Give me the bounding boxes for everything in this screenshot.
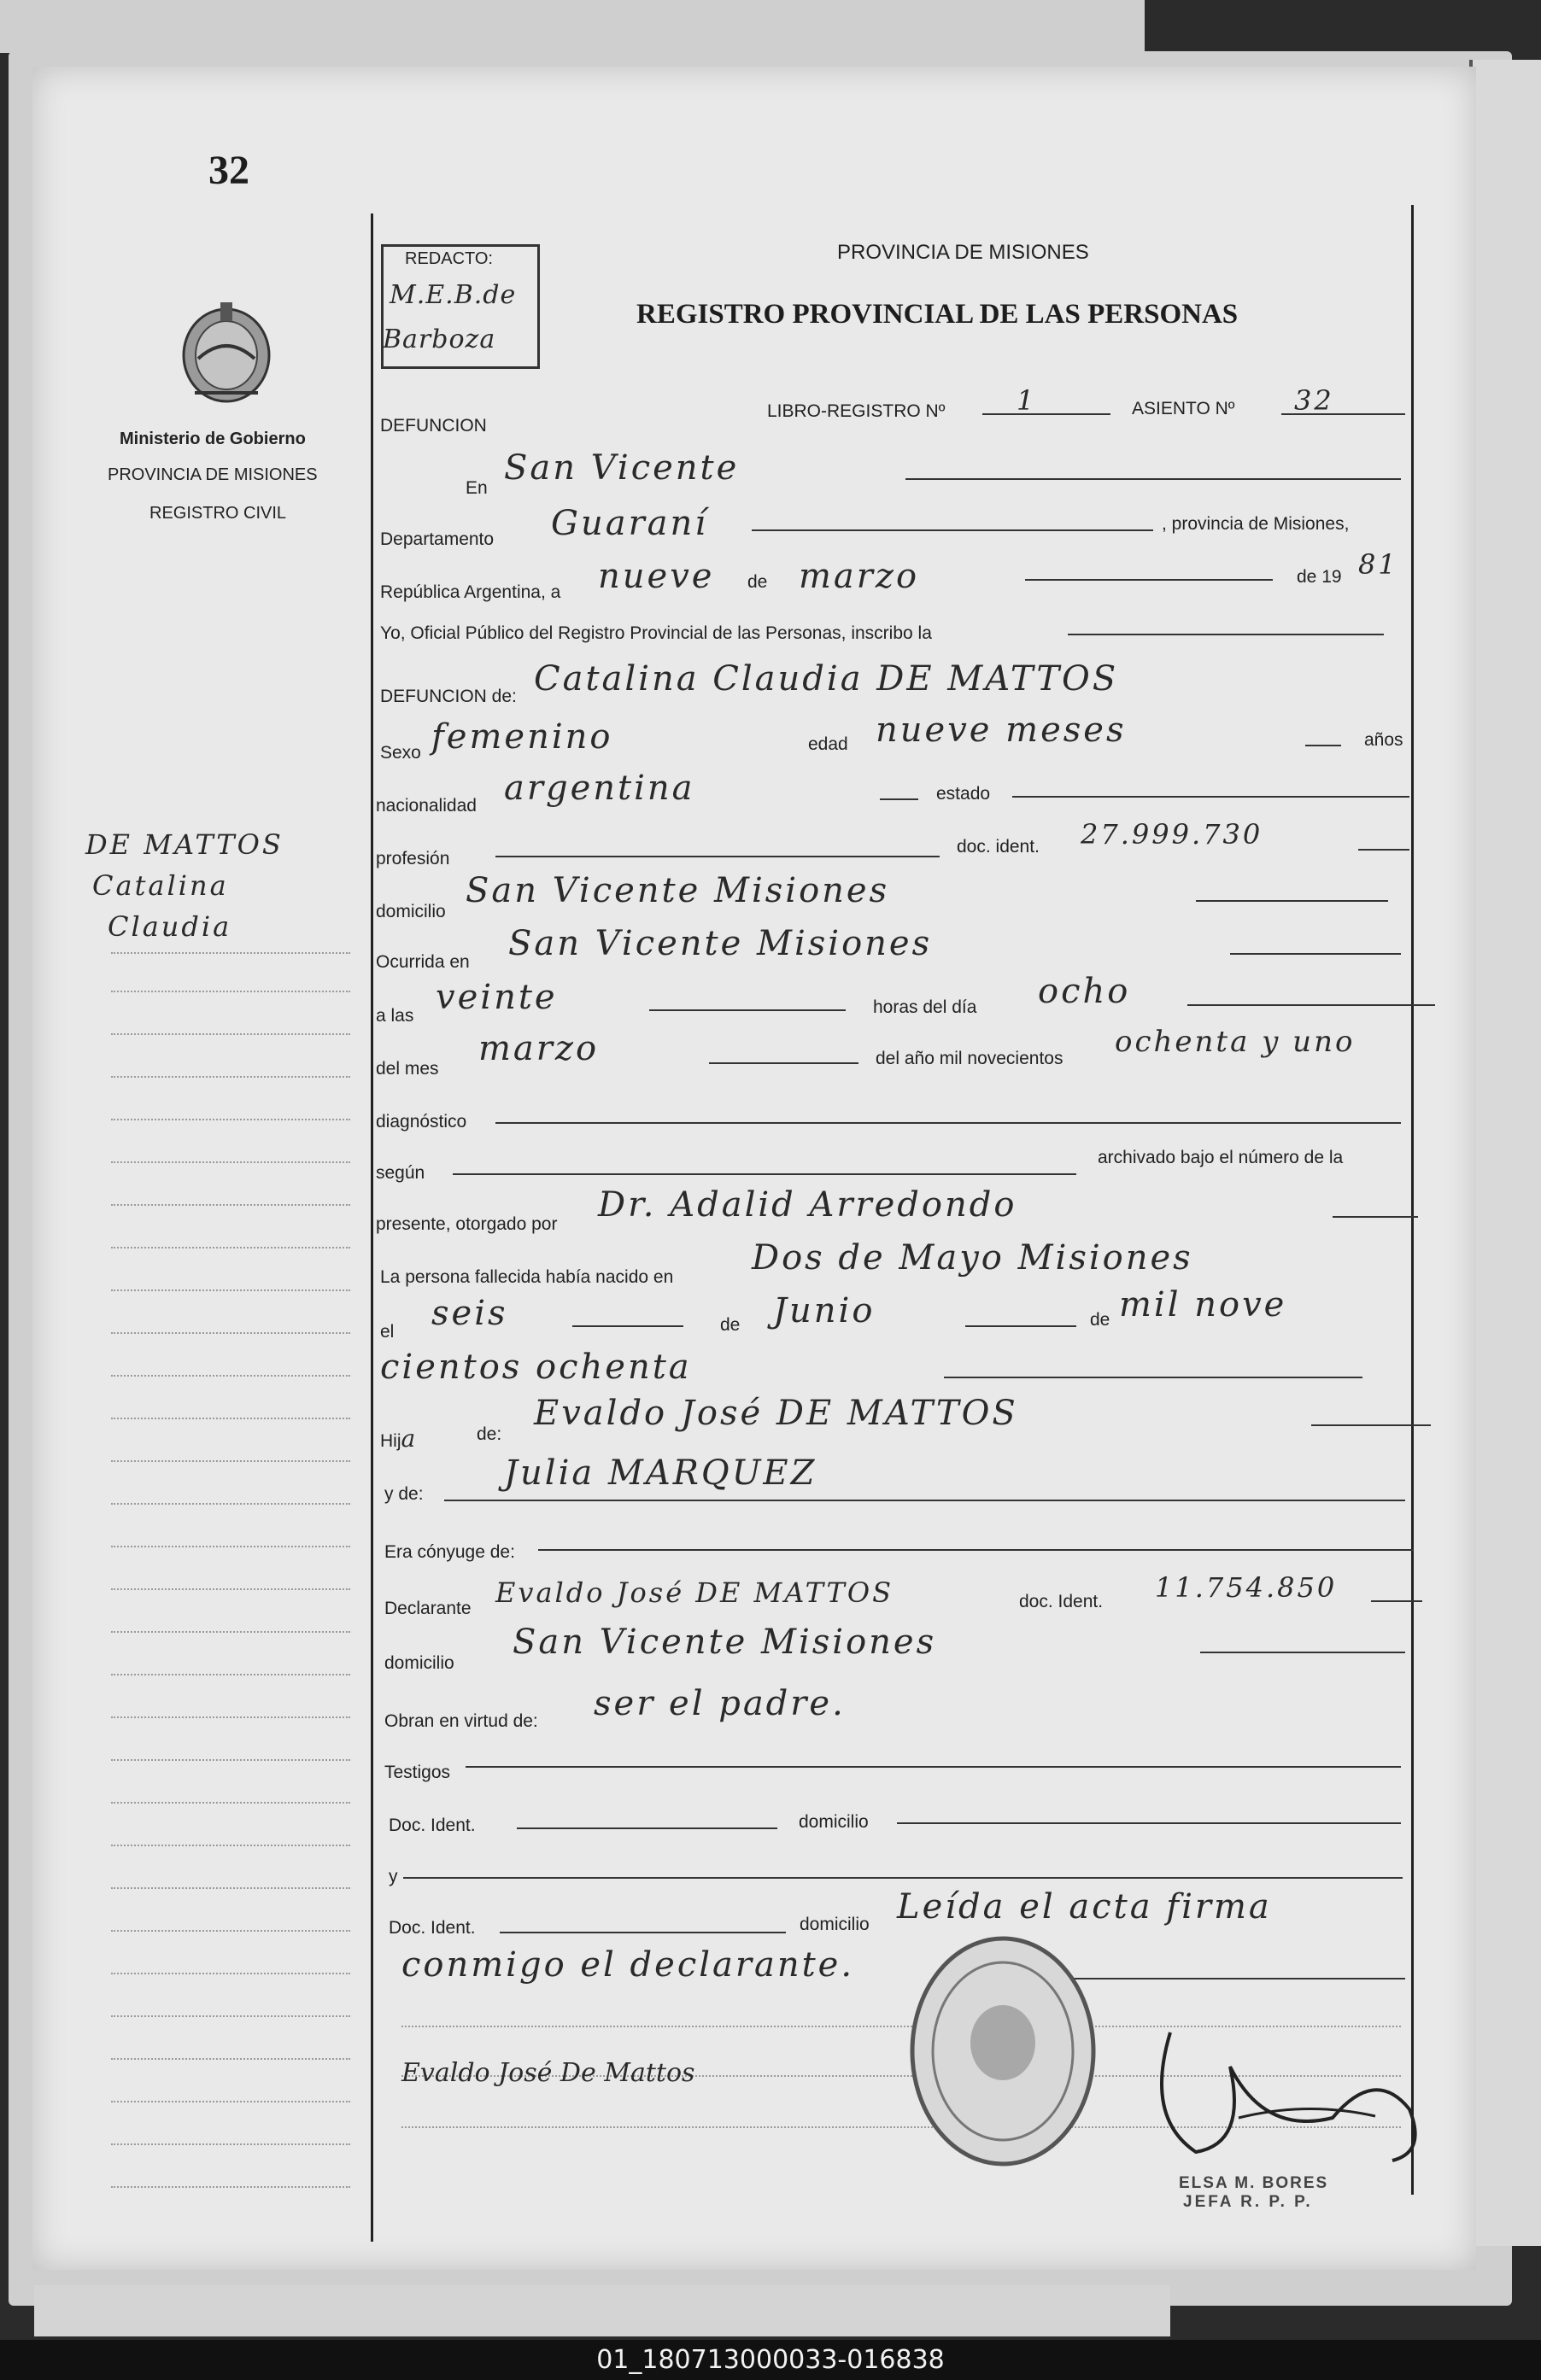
anios-label: años [1364,730,1403,750]
de-label: de [747,572,768,592]
domicilio1-underline [897,1822,1401,1824]
provincia-suffix: , provincia de Misiones, [1162,514,1350,534]
domicilio2-label: domicilio [800,1915,870,1934]
el-label: el [380,1322,395,1342]
del-anio-value: ochenta y uno [1115,1025,1356,1059]
image-caption: 01_180713000033-016838 [596,2345,945,2375]
oficial-underline [1068,634,1384,635]
padre-value: Evaldo José DE MATTOS [534,1394,1018,1433]
margin-rule [111,991,350,992]
margin-given-name: Catalina [92,869,229,902]
padre-underline [1311,1424,1431,1426]
departamento-underline [752,529,1153,531]
libro-underline [982,413,1110,415]
edad-underline [1305,745,1341,746]
nac-dia-underline [572,1325,683,1327]
domicilio1-label: domicilio [799,1812,869,1832]
nac-de-label: de [720,1315,741,1335]
closing-line-2: conmigo el declarante. [401,1945,855,1985]
doc-ident-underline [1358,849,1409,851]
a-las-label: a las [376,1006,414,1026]
estado-underline [1012,796,1409,798]
dia-value: nueve [598,557,715,596]
oficial-text: Yo, Oficial Público del Registro Provincial de las Personas, inscribo la [380,623,932,643]
margin-rule [111,1973,350,1974]
declarante-label: Declarante [384,1599,472,1618]
margin-rule [111,1802,350,1804]
officer-name: ELSA M. BORES [1179,2174,1329,2192]
y-label: y [389,1867,398,1886]
margin-rule [111,1503,350,1505]
en-value: San Vicente [504,448,740,488]
del-mes-label: del mes [376,1059,439,1079]
madre-underline [444,1500,1405,1501]
presente-label: presente, otorgado por [376,1214,558,1234]
libro-value: 1 [1017,384,1037,417]
margin-rule [111,1930,350,1932]
del-mes-underline [709,1062,858,1064]
margin-rule [111,1460,350,1462]
asiento-label: ASIENTO Nº [1132,399,1235,418]
declarant-signature: Evaldo José De Mattos [401,2058,695,2088]
diagnostico-underline [495,1122,1401,1124]
decl-doc-label: doc. Ident. [1019,1592,1104,1611]
nacionalidad-value: argentina [504,769,695,808]
hij-prefix: Hij [380,1431,401,1451]
record-type-label: DEFUNCION [380,416,487,436]
redacto-name: Barboza [383,325,496,354]
nac-anio-underline [944,1377,1362,1378]
nac-dia-value: seis [431,1294,508,1333]
nacionalidad-label: nacionalidad [376,796,477,816]
redacto-initials: M.E.B.de [390,280,517,310]
y-underline [403,1877,1403,1879]
margin-rule [111,1076,350,1078]
margin-rule [111,1631,350,1633]
segun-underline [453,1173,1076,1175]
del-anio-label: del año mil novecientos [876,1049,1063,1068]
margin-rule [111,1119,350,1120]
decl-domicilio-value: San Vicente Misiones [513,1623,937,1662]
conyuge-label: Era cónyuge de: [384,1542,515,1562]
mes-value: marzo [799,557,920,596]
y-de-label: y de: [384,1484,424,1504]
doc-ident-label: doc. ident. [957,837,1040,857]
margin-rule [111,1716,350,1718]
edad-label: edad [808,734,848,754]
sidebar-province-label: PROVINCIA DE MISIONES [108,465,318,484]
obran-label: Obran en virtud de: [384,1711,538,1731]
header-title: REGISTRO PROVINCIAL DE LAS PERSONAS [636,299,1239,330]
libro-label: LIBRO-REGISTRO Nº [767,401,946,421]
margin-rule [111,1674,350,1675]
profesion-underline [495,856,940,857]
margin-middle-name: Claudia [108,910,232,943]
departamento-value: Guaraní [551,504,709,543]
margin-rule [111,1418,350,1419]
ministry-label: Ministerio de Gobierno [120,430,306,448]
testigos-underline [466,1766,1401,1768]
a-las-underline [649,1009,846,1011]
sexo-label: Sexo [380,743,421,763]
decl-domicilio-underline [1200,1652,1405,1653]
decl-doc-underline [1371,1600,1422,1602]
diagnostico-label: diagnóstico [376,1112,467,1132]
book-right-edge [1469,60,1541,2246]
edad-value: nueve meses [876,710,1127,750]
margin-rule [111,952,350,954]
defuncion-label: DEFUNCION de: [380,687,517,706]
doc-ident-value: 27.999.730 [1081,818,1263,851]
domicilio-underline [1196,900,1388,902]
margin-rule [111,1375,350,1377]
departamento-label: Departamento [380,529,495,549]
conyuge-underline [538,1549,1414,1551]
asiento-underline [1281,413,1405,415]
domicilio-label: domicilio [376,902,446,921]
doc-ident2-label: Doc. Ident. [389,1918,476,1938]
presente-underline [1333,1216,1418,1218]
segun-label: según [376,1163,425,1183]
margin-rule [111,1033,350,1035]
header-province: PROVINCIA DE MISIONES [837,241,1089,264]
margin-rule [111,1845,350,1846]
testigos-label: Testigos [384,1763,451,1782]
officer-title: JEFA R. P. P. [1183,2193,1313,2211]
nac-mes-value: Junio [773,1291,876,1330]
margin-rule [111,1289,350,1291]
officer-signature-icon [1136,2015,1461,2178]
redacto-label: REDACTO: [405,249,493,268]
presente-value: Dr. Adalid Arredondo [598,1185,1017,1225]
margin-rule [111,2143,350,2145]
asiento-value: 32 [1294,384,1334,417]
hij-de-label: de: [477,1424,502,1444]
margin-rule [111,2101,350,2102]
a-las-value: veinte [436,978,558,1017]
doc-ident2-underline [500,1932,786,1933]
coat-of-arms-icon [178,299,275,406]
en-label: En [466,478,488,498]
nacido-label: La persona fallecida había nacido en [380,1267,674,1287]
official-seal-icon [907,1932,1099,2171]
horas-underline [1187,1004,1435,1006]
nacido-value: Dos de Mayo Misiones [752,1238,1193,1278]
margin-rule [111,1332,350,1334]
nac-de2-label: de [1090,1310,1110,1330]
ocurrida-underline [1230,953,1401,955]
doc-ident1-label: Doc. Ident. [389,1816,476,1835]
ocurrida-value: San Vicente Misiones [508,924,933,963]
doc-ident1-underline [517,1827,777,1829]
scan-bottom-strip [34,2285,1170,2336]
nac-anio-value-1: mil nove [1119,1285,1287,1324]
decl-doc-value: 11.754.850 [1155,1571,1338,1604]
page-number: 32 [208,148,249,193]
form-left-border [371,213,373,2242]
margin-rule [111,1887,350,1889]
margin-rule [111,2186,350,2188]
republica-label: República Argentina, a [380,582,561,602]
en-underline [905,478,1401,480]
margin-rule [111,2058,350,2060]
margin-rule [111,1204,350,1206]
archivado-label: archivado bajo el número de la [1098,1148,1344,1167]
nac-mes-underline [965,1325,1076,1327]
domicilio-value: San Vicente Misiones [466,871,890,910]
horas-value: ocho [1038,972,1131,1011]
margin-rule [111,1588,350,1590]
scan-top-strip [0,0,1145,53]
decl-domicilio-label: domicilio [384,1653,454,1673]
margin-rule [111,1759,350,1761]
profesion-label: profesión [376,849,450,868]
madre-value: Julia MARQUEZ [504,1453,817,1493]
hij-label [380,1424,415,1453]
obran-value: ser el padre. [594,1684,846,1723]
margin-rule [111,2015,350,2017]
defuncion-value: Catalina Claudia DE MATTOS [534,659,1119,699]
sexo-value: femenino [431,717,613,757]
hij-suffix: a [401,1424,416,1453]
nacionalidad-underline [880,798,918,800]
mes-underline [1025,579,1273,581]
declarante-value: Evaldo José DE MATTOS [495,1576,894,1609]
form-right-border [1411,205,1414,2195]
anio-value: 81 [1358,548,1398,581]
de-19-label: de 19 [1297,567,1342,587]
horas-label: horas del día [873,997,977,1017]
estado-label: estado [936,784,991,804]
ocurrida-label: Ocurrida en [376,952,470,972]
margin-rule [111,1161,350,1163]
del-mes-value: marzo [478,1029,600,1068]
closing-underline [1046,1978,1405,1979]
nac-anio-value-2: cientos ochenta [380,1348,692,1387]
margin-rule [111,1247,350,1248]
margin-rule [111,1546,350,1547]
closing-line-1: Leída el acta firma [897,1887,1272,1927]
sidebar-registry-label: REGISTRO CIVIL [149,504,287,523]
margin-surname: DE MATTOS [85,828,284,861]
